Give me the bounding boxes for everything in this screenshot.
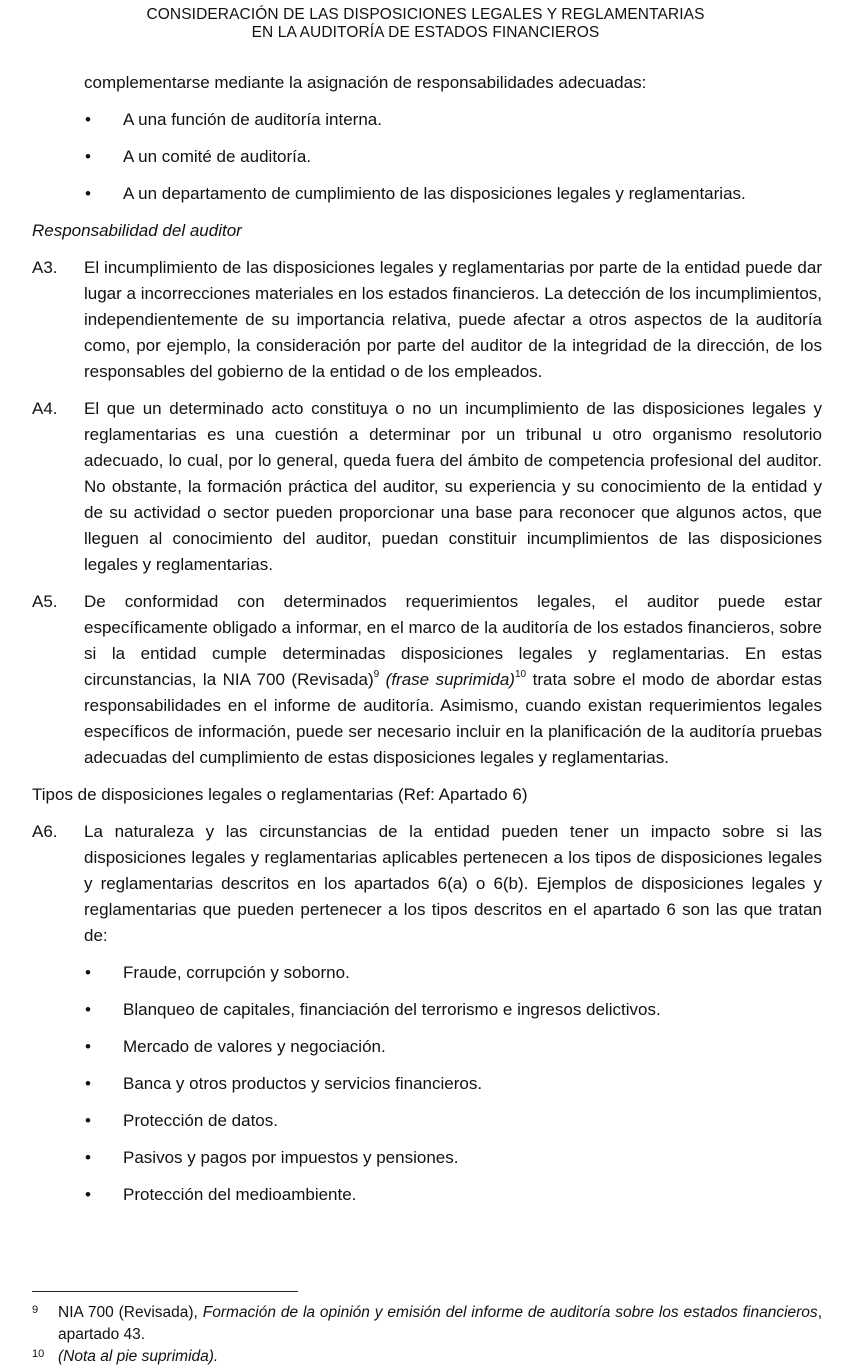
footnote-10 (32, 1346, 822, 1368)
list-item (32, 960, 822, 986)
document-body (32, 70, 822, 1208)
paragraph-text (84, 592, 822, 767)
paragraph-text: La naturaleza y las circunstancias de la entidad pueden tener un impacto sobre si las disposiciones legales y reglamentarias aplicables pertenecen a los tipos de disposiciones legales y reglamentarias descritos en los apartados 6(a) o 6(b). Ejemplos de disposiciones legales y reglamentarias que pueden pertenecer a los tipos descritos en el apartado 6 son las que tratan de: (84, 822, 822, 945)
paragraph-number: A4. (32, 399, 58, 418)
footnote-number: 9 (32, 1304, 39, 1316)
list-item (32, 1182, 822, 1208)
section-heading-auditor-responsibility: Responsabilidad del auditor (32, 221, 242, 240)
bullet-icon: • (85, 184, 91, 203)
footnote-number: 10 (32, 1348, 45, 1360)
bullet-icon: • (85, 1000, 91, 1019)
footnote-text-part: NIA 700 (Revisada), (58, 1304, 203, 1321)
header-line-2: EN LA AUDITORÍA DE ESTADOS FINANCIEROS (251, 24, 600, 41)
paragraph-number: A6. (32, 822, 58, 841)
footnote-separator (32, 1291, 298, 1292)
bullet-icon: • (85, 963, 91, 982)
bullet-icon: • (85, 1111, 91, 1130)
intro-text: complementarse mediante la asignación de responsabilidades adecuadas: (84, 73, 647, 92)
bullet-icon: • (85, 1185, 91, 1204)
bullet-icon: • (85, 147, 91, 166)
paragraph-text: El incumplimiento de las disposiciones legales y reglamentarias por parte de la entidad puede dar lugar a incorrecciones materiales en los estados financieros. La detección de los incumplimientos, independientemente de su importancia relativa, puede afectar a otros aspectos de la auditoría como, por ejemplo, la consideración por parte del auditor de la integridad de la dirección, de los responsables del gobierno de la entidad o de los empleados. (84, 258, 822, 381)
bullet-icon: • (85, 1074, 91, 1093)
list-item-text: Protección del medioambiente. (123, 1185, 357, 1204)
footnote-text (58, 1304, 822, 1343)
list-item (32, 1071, 822, 1097)
footnote-9 (32, 1302, 822, 1346)
bullet-icon: • (85, 1037, 91, 1056)
list-item (32, 1145, 822, 1171)
paragraph-text: El que un determinado acto constituya o no un incumplimiento de las disposiciones legales y reglamentarias es una cuestión a determinar por un tribunal u otro organismo resolutorio adecuado, lo cual, por lo general, queda fuera del ámbito de competencia profesional del auditor. No obstante, la formación práctica del auditor, su experiencia y su conocimiento de la entidad y de su actividad o sector pueden proporcionar una base para reconocer que algunos actos, que lleguen al conocimiento del auditor, puedan constituir incumplimientos de las disposiciones legales y reglamentarias. (84, 399, 822, 574)
paragraph-a4 (32, 396, 822, 578)
list-item (32, 1108, 822, 1134)
paragraph-text-part: De conformidad con determinados requerimientos legales, el auditor puede estar específicamente obligado a informar, en el marco de la auditoría de los estados financieros, sobre si la entidad cumple determinadas disposiciones legales y reglamentarias. En estas circunstancias, la NIA 700 (Revisada) (84, 592, 822, 689)
list-item (32, 144, 822, 170)
paragraph-a5 (32, 589, 822, 771)
list-item (32, 1034, 822, 1060)
header-line-1: CONSIDERACIÓN DE LAS DISPOSICIONES LEGALES Y REGLAMENTARIAS (146, 6, 705, 23)
list-item (32, 997, 822, 1023)
list-item-text: Blanqueo de capitales, financiación del terrorismo e ingresos delictivos. (123, 1000, 661, 1019)
list-item-text: Banca y otros productos y servicios financieros. (123, 1074, 483, 1093)
list-item-text: Mercado de valores y negociación. (123, 1037, 386, 1056)
list-item-text: Protección de datos. (123, 1111, 278, 1130)
list-item-text: A un departamento de cumplimiento de las disposiciones legales y reglamentarias. (123, 184, 746, 203)
page-header (0, 6, 851, 42)
footnote-ref-10: 10 (514, 669, 527, 681)
footnote-text: (Nota al pie suprimida). (58, 1348, 219, 1365)
list-item-text: Fraude, corrupción y soborno. (123, 963, 350, 982)
footnotes (32, 1302, 822, 1368)
footnote-text-part: , apartado 43. (58, 1304, 822, 1343)
footnote-title: Formación de la opinión y emisión del informe de auditoría sobre los estados financieros (202, 1304, 818, 1321)
paragraph-a3 (32, 255, 822, 385)
bullet-icon: • (85, 1148, 91, 1167)
italic-phrase: (frase suprimida) (379, 670, 515, 689)
paragraph-number: A5. (32, 592, 58, 611)
footnote-ref-9: 9 (373, 669, 380, 681)
list-item-text: A un comité de auditoría. (123, 147, 312, 166)
paragraph-number: A3. (32, 258, 58, 277)
paragraph-text-part: trata sobre el modo de abordar estas responsabilidades en el informe de auditoría. Asimismo, cuando existan requerimientos legales específicos de información, puede ser necesario incluir en la planificación de la auditoría pruebas adecuadas del cumplimiento de estas disposiciones legales y reglamentarias. (84, 670, 822, 767)
list-item (32, 107, 822, 133)
list-item-text: A una función de auditoría interna. (123, 110, 382, 129)
paragraph-a6 (32, 819, 822, 949)
list-item (32, 181, 822, 207)
list-item-text: Pasivos y pagos por impuestos y pensiones. (123, 1148, 459, 1167)
section-heading-types: Tipos de disposiciones legales o reglamentarias (Ref: Apartado 6) (32, 785, 528, 804)
bullet-icon: • (85, 110, 91, 129)
